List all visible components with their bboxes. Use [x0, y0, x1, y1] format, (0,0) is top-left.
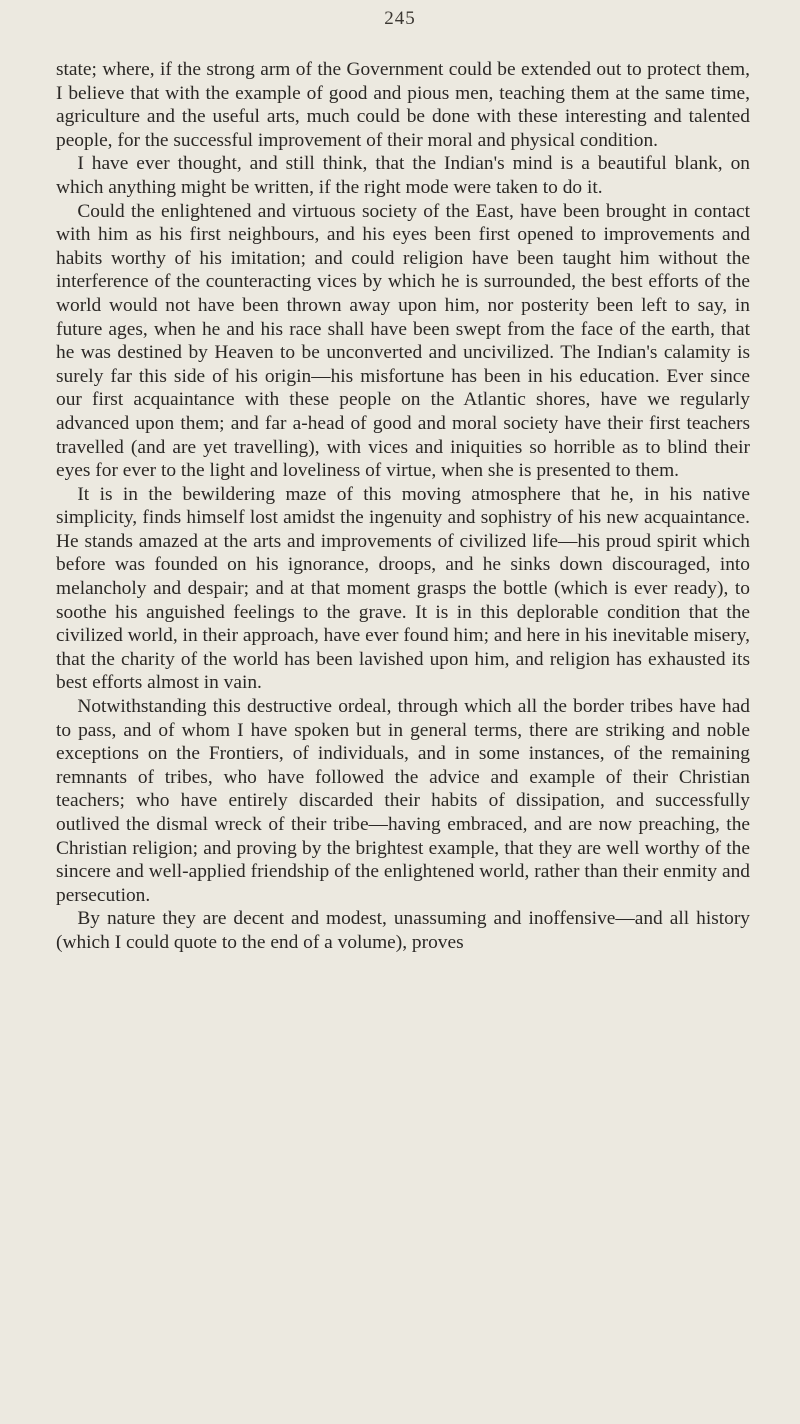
page-number: 245 [384, 8, 416, 29]
paragraph: By nature they are decent and modest, unassuming and inoffensive—and all history (which I could quote to the end of a volume), proves [56, 908, 750, 953]
paragraph: I have ever thought, and still think, that the Indian's mind is a beautiful blank, on which anything might be written, if the right mode were taken to do it. [56, 153, 750, 198]
body-text [56, 58, 750, 955]
paragraph: Could the enlightened and virtuous society of the East, have been brought in contact with him as his first neighbours, and his eyes been first opened to improvements and habits worthy of his imitation; and could religion have been taught him without the interference of the counteracting vices by which he is surrounded, the best efforts of the world would not have been thrown away upon him, nor posterity been left to say, in future ages, when he and his race shall have been swept from the face of the earth, that he was destined by Heaven to be unconverted and uncivilized. The Indian's calamity is surely far this side of his origin—his misfortune has been in his education. Ever since our first acquaintance with these people on the Atlantic shores, have we regularly advanced upon them; and far a-head of good and moral society have their first teachers travelled (and are yet travelling), with vices and iniquities so horrible as to blind their eyes for ever to the light and loveliness of virtue, when she is presented to them. [56, 200, 750, 482]
paragraph: Notwithstanding this destructive ordeal, through which all the border tribes have had to pass, and of whom I have spoken but in general terms, there are striking and noble exceptions on the Frontiers, of individuals, and in some instances, of the remaining remnants of tribes, who have followed the advice and example of their Christian teachers; who have entirely discarded their habits of dissipation, and successfully outlived the dismal wreck of their tribe—having embraced, and are now preaching, the Christian religion; and proving by the brightest example, that they are well worthy of the sincere and well-applied friendship of the enlightened world, rather than their enmity and persecution. [56, 696, 750, 906]
paragraph: It is in the bewildering maze of this moving atmosphere that he, in his native simplicity, finds himself lost amidst the ingenuity and sophistry of his new acquaintance. He stands amazed at the arts and improvements of civilized life—his proud spirit which before was founded on his ignorance, droops, and he sinks down discouraged, into melancholy and despair; and at that moment grasps the bottle (which is ever ready), to soothe his anguished feelings to the grave. It is in this deplorable condition that the civilized world, in their approach, have ever found him; and here in his inevitable misery, that the charity of the world has been lavished upon him, and religion has exhausted its best efforts almost in vain. [56, 483, 750, 694]
paragraph: state; where, if the strong arm of the Government could be extended out to protect them, I believe that with the example of good and pious men, teaching them at the same time, agriculture and the useful arts, much could be done with these interesting and talented people, for the successful improvement of their moral and physical condition. [56, 59, 750, 151]
